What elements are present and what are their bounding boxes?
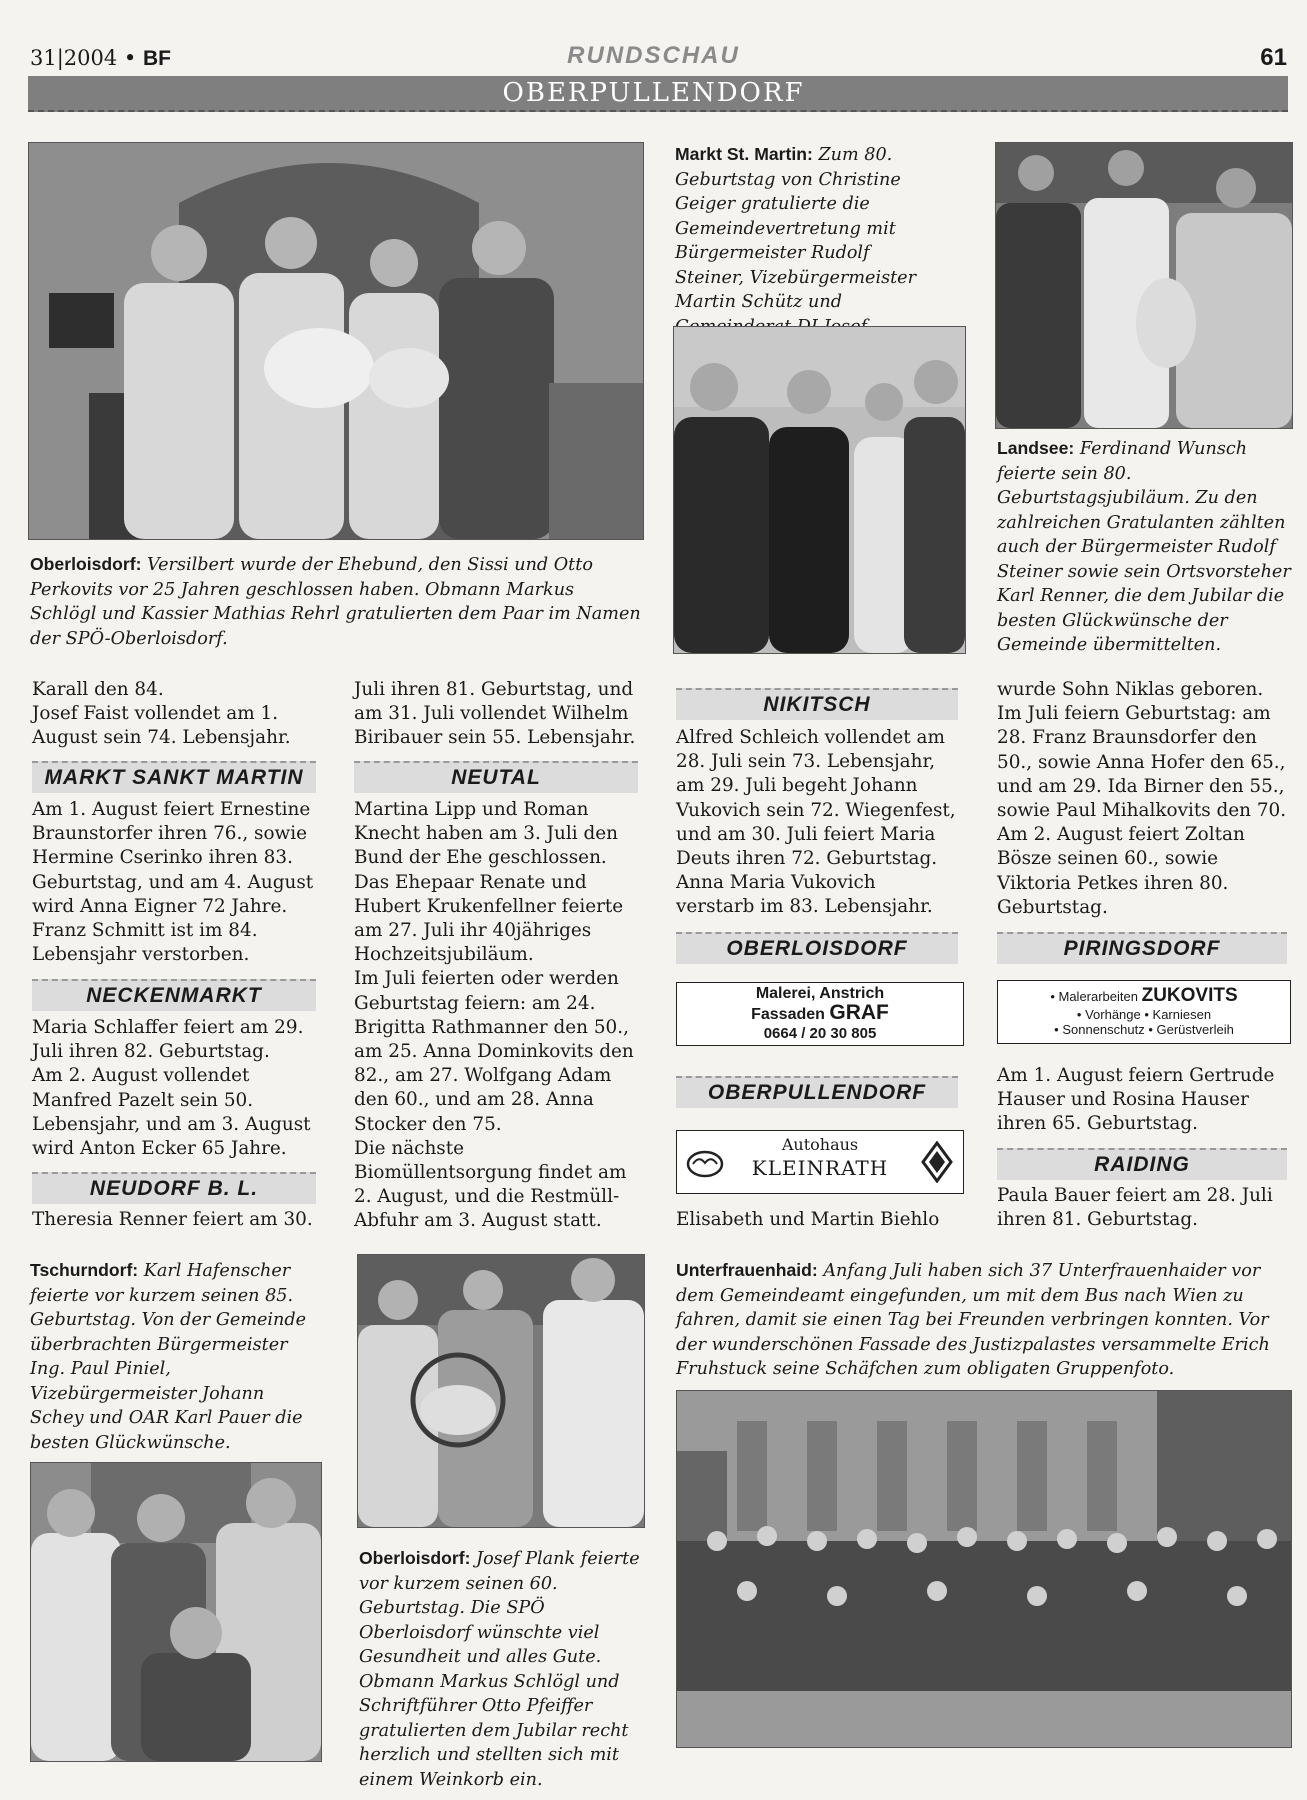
text-piringsdorf: Am 1. August feiern Gertrude Hauser und Rosina Hauser ihren 65. Geburtstag. [997,1065,1275,1135]
caption-landsee: Landsee: Ferdinand Wunsch feierte sein 80. Geburtstagsjubiläum. Zu den zahlreichen Gratulanten zählten auch der Bürgermeister Rudolf Steiner sowie sein Ortsvorsteher Karl Renner, die dem Jubilar die besten Glückwünsche der Gemeinde übermittelten. [997,438,1291,655]
heading-oberpullendorf: OBERPULLENDORF [676,1076,958,1108]
heading-piringsdorf: PIRINGSDORF [997,932,1287,964]
col1-intro: Karall den 84. Josef Faist vollendet am 1. August sein 74. Lebensjahr. [32,679,291,749]
text-neutal: Martina Lipp und Roman Knecht haben am 3. Juli den Bund der Ehe geschlossen. Das Ehepaar Renate und Hubert Krukenfellner feierte am 27. Juli ihr 40jähriges Hochzeitsjubiläum. Im Juli feierten oder werden Geburtstag feiern: am 24. Brigitta Rathmanner den 50., am 25. Anna Dominkovits den 82., am 27. Wolfgang Adam den 60., und am 28. Anna Stocker den 75. Die nächste Biomüllentsorgung findet am 2. August, und die Restmüll-Abfuhr am 3. August statt. [354,799,634,1232]
caption-markt-st-martin: Markt St. Martin: Zum 80. Geburtstag von Christine Geiger gratulierte die Gemeindevertretung mit Bürgermeister Rudolf Steiner, Vizebürgermeister Martin Schütz und [675,144,917,312]
heading-raiding: RAIDING [997,1148,1287,1180]
text-neudorf: Theresia Renner feiert am 30. [32,1209,313,1230]
col4-intro: wurde Sohn Niklas geboren. Im Juli feiern Geburtstag: am 28. Franz Braunsdorfer den 50., sowie Anna Hofer den 65., und am 29. Ida Birner den 55., sowie Paul Mihalkovits den 70. Am 2. August feiert Zoltan Bösze seinen 60., sowie Viktoria Petkes ihren 80. Geburtstag. [997,679,1287,918]
caption-oberloisdorf-anniversary: Oberloisdorf: Versilbert wurde der Ehebund, den Sissi und Otto Perkovits vor 25 Jahren geschlossen haben. Obmann Markus Schlögl und Kassier Mathias Rehrl gratulierten dem Paar im Namen der SPÖ-Oberloisdorf. [30,554,641,649]
text-nikitsch: Alfred Schleich vollendet am 28. Juli sein 73. Lebensjahr, am 29. Juli begeht Johann Vukovich sein 72. Wiegenfest, und am 30. Juli feiert Maria Deuts ihren 72. Geburtstag. Anna Maria Vukovich verstarb im 83. Lebensjahr. [676,727,956,918]
region-title: OBERPULLENDORF [502,78,805,108]
mazda-logo-icon [685,1149,725,1179]
caption-unterfrauenhaid: Unterfrauenhaid: Anfang Juli haben sich 37 Unterfrauenhaider vor dem Gemeindeamt eingefunden, um mit dem Bus nach Wien zu fahren, damit sie einen Tag bei Freunden verbringen konnten. Vor der wunderschönen Fassade des Justizpalastes versammelte Erich Fruhstuck seine Schäfchen zum obligaten Gruppenfoto. [676,1260,1270,1379]
col2-intro: Juli ihren 81. Geburtstag, und am 31. Juli vollendet Wilhelm Biribauer sein 55. Lebensjahr. [354,679,636,749]
photo-tschurndorf [30,1462,322,1762]
text-markt-sankt-martin: Am 1. August feiert Ernestine Braunstorfer ihren 76., sowie Hermine Cserinko ihren 83. Geburtstag, und am 4. August wird Anna Eigner 72 Jahre. Franz Schmitt ist im 84. Lebensjahr verstorben. [32,799,314,966]
photo-unterfrauenhaid [676,1390,1292,1748]
heading-neutal: NEUTAL [354,761,638,793]
caption-oberloisdorf-birthday: Oberloisdorf: Josef Plank feierte vor kurzem seinen 60. Geburtstag. Die SPÖ Oberloisdorf wünschte viel Gesundheit und alles Gute. Obmann Markus Schlögl und Schriftführer Otto Pfeiffer gratulierten dem Jubilar recht herzlich und stellten sich mit einem Weinkorb ein. [359,1548,640,1790]
heading-oberloisdorf: OBERLOISDORF [676,932,958,964]
issue-number: 31|2004 • BF [30,46,171,70]
heading-nikitsch: NIKITSCH [676,688,958,720]
heading-neudorf: NEUDORF B. L. [32,1172,316,1204]
paper-name: BF [143,47,171,70]
heading-neckenmarkt: NECKENMARKT [32,979,316,1011]
text-neckenmarkt: Maria Schlaffer feiert am 29. Juli ihren 82. Geburtstag. Am 2. August vollendet Manfred Pazelt sein 50. Lebensjahr, und am 3. August wird Anton Ecker 65 Jahre. [32,1017,311,1160]
ad-kleinrath: Autohaus KLEINRATH [676,1130,964,1194]
renault-logo-icon [921,1141,953,1183]
photo-oberloisdorf-anniversary [28,142,644,540]
page-number: 61 [1260,44,1287,71]
ad-graf: Malerei, Anstrich Fassaden GRAF 0664 / 20 30 805 [676,982,964,1046]
photo-markt-st-martin [673,326,966,654]
text-raiding: Paula Bauer feiert am 28. Juli ihren 81. Geburtstag. [997,1185,1273,1231]
photo-landsee [995,142,1293,429]
section-title: RUNDSCHAU [567,42,740,69]
heading-markt-sankt-martin: MARKT SANKT MARTIN [32,761,316,793]
ad-zukovits: • Malerarbeiten ZUKOVITS • Vorhänge • Karniesen • Sonnenschutz • Gerüstverleih [997,980,1291,1044]
photo-oberloisdorf-birthday [357,1254,645,1528]
caption-tschurndorf: Tschurndorf: Karl Hafenscher feierte vor kurzem seinen 85. Geburtstag. Von der Gemeinde überbrachten Bürgermeister Ing. Paul Piniel, Vizebürgermeister Johann Schey und OAR Karl Pauer die besten Glückwünsche. [30,1260,307,1453]
col3-outro: Elisabeth und Martin Biehlo [676,1209,940,1230]
